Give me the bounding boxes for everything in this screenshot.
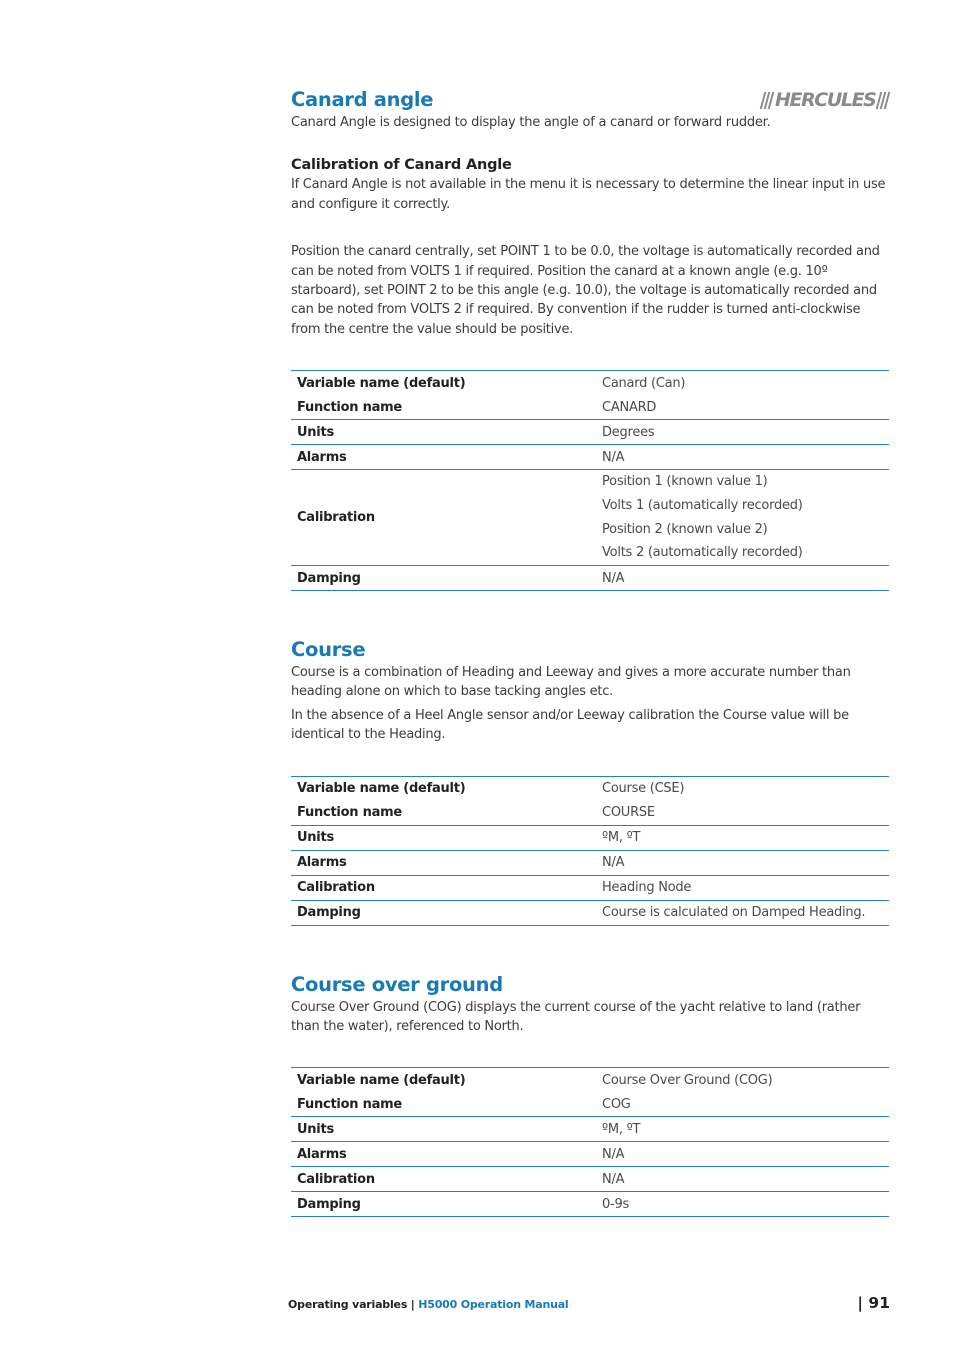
table-row bbox=[291, 776, 889, 801]
table-row bbox=[291, 420, 889, 445]
calibration-value: Heading Node bbox=[596, 875, 889, 900]
table-row bbox=[291, 1068, 889, 1093]
footer-breadcrumb bbox=[288, 1298, 569, 1311]
units-value: ºM, ºT bbox=[596, 825, 889, 850]
function-name-value: CANARD bbox=[602, 399, 657, 415]
table-row bbox=[291, 1092, 889, 1117]
course-para2: In the absence of a Heel Angle sensor and/or Leeway calibration the Course value will be identical to the Heading. bbox=[291, 707, 849, 743]
calibration-label: Calibration bbox=[291, 470, 596, 566]
variable-name-label: Variable name (default) bbox=[291, 1068, 596, 1093]
canard-calibration-para2: Position the canard centrally, set POINT 1 to be 0.0, the voltage is automatically recorded and can be noted from VOLTS 1 if required. Position the canard at a known angle (e.g. 10º starboard), set POINT 2 to be this angle (e.g. 10.0), the voltage is automatically recorded and can be noted from VOLTS 2 if required. By convention if the rudder is turned anti-clockwise from the centre the value should be positive. bbox=[291, 244, 880, 337]
variable-name-value: Canard (Can) bbox=[596, 371, 889, 396]
canard-calibration-heading: Calibration of Canard Angle bbox=[291, 157, 512, 174]
function-name-label: Function name bbox=[297, 1096, 402, 1112]
table-row bbox=[291, 801, 889, 826]
units-label: Units bbox=[291, 1117, 596, 1142]
logo-wordmark: HERCULES bbox=[775, 89, 876, 111]
table-row bbox=[291, 875, 889, 900]
canard-spec-table bbox=[291, 370, 889, 591]
damping-label: Damping bbox=[291, 900, 596, 925]
page-footer bbox=[288, 1296, 890, 1316]
table-row bbox=[291, 395, 889, 420]
footer-section-name: Operating variables bbox=[288, 1298, 408, 1311]
alarms-label: Alarms bbox=[291, 850, 596, 875]
damping-value: 0-9s bbox=[596, 1192, 889, 1217]
footer-separator: | bbox=[407, 1298, 419, 1311]
canard-angle-section bbox=[291, 86, 889, 591]
alarms-label: Alarms bbox=[291, 1142, 596, 1167]
units-value: Degrees bbox=[596, 420, 889, 445]
table-row bbox=[291, 445, 889, 470]
canard-angle-heading: Canard angle bbox=[291, 88, 434, 111]
page-content bbox=[291, 86, 889, 1217]
calibration-value-3: Position 2 (known value 2) bbox=[602, 521, 768, 537]
cog-para1: Course Over Ground (COG) displays the current course of the yacht relative to land (rather than the water), referenced to North. bbox=[291, 999, 861, 1035]
table-row bbox=[291, 825, 889, 850]
calibration-values bbox=[596, 470, 889, 566]
alarms-value: N/A bbox=[596, 445, 889, 470]
damping-value: N/A bbox=[596, 566, 889, 591]
table-row bbox=[291, 1117, 889, 1142]
alarms-value: N/A bbox=[596, 1142, 889, 1167]
variable-name-value: Course (CSE) bbox=[596, 776, 889, 801]
variable-name-label: Variable name (default) bbox=[291, 776, 596, 801]
canard-intro: Canard Angle is designed to display the angle of a canard or forward rudder. bbox=[291, 115, 771, 130]
course-spec-table bbox=[291, 776, 889, 926]
course-heading: Course bbox=[291, 638, 366, 661]
calibration-value-1: Position 1 (known value 1) bbox=[602, 474, 768, 490]
damping-label: Damping bbox=[291, 1192, 596, 1217]
table-row bbox=[291, 566, 889, 591]
calibration-value: N/A bbox=[596, 1167, 889, 1192]
table-row bbox=[291, 1167, 889, 1192]
canard-calibration-para1: If Canard Angle is not available in the menu it is necessary to determine the linear input in use and configure it correctly. bbox=[291, 177, 886, 212]
damping-value: Course is calculated on Damped Heading. bbox=[596, 900, 889, 925]
units-value: ºM, ºT bbox=[596, 1117, 889, 1142]
course-para1: Course is a combination of Heading and Leeway and gives a more accurate number than heading alone on which to base tacking angles etc. bbox=[291, 665, 851, 700]
table-row bbox=[291, 1192, 889, 1217]
damping-label: Damping bbox=[291, 566, 596, 591]
calibration-value-4: Volts 2 (automatically recorded) bbox=[602, 545, 803, 561]
units-label: Units bbox=[291, 825, 596, 850]
function-name-label: Function name bbox=[297, 399, 402, 415]
footer-manual-name: H5000 Operation Manual bbox=[418, 1298, 569, 1311]
page-number: | 91 bbox=[857, 1294, 890, 1312]
calibration-label: Calibration bbox=[291, 875, 596, 900]
function-name-label: Function name bbox=[297, 805, 402, 821]
table-row bbox=[291, 850, 889, 875]
table-row bbox=[291, 371, 889, 396]
calibration-value-2: Volts 1 (automatically recorded) bbox=[602, 497, 803, 513]
table-row bbox=[291, 470, 889, 566]
cog-spec-table bbox=[291, 1067, 889, 1217]
function-name-value: COG bbox=[602, 1096, 631, 1112]
table-row bbox=[291, 900, 889, 925]
function-name-value: COURSE bbox=[602, 805, 655, 821]
variable-name-value: Course Over Ground (COG) bbox=[596, 1068, 889, 1093]
alarms-label: Alarms bbox=[291, 445, 596, 470]
course-section bbox=[291, 636, 889, 926]
cog-heading: Course over ground bbox=[291, 972, 503, 996]
cog-section bbox=[291, 971, 889, 1218]
units-label: Units bbox=[291, 420, 596, 445]
calibration-label: Calibration bbox=[291, 1167, 596, 1192]
variable-name-label: Variable name (default) bbox=[291, 371, 596, 396]
alarms-value: N/A bbox=[596, 850, 889, 875]
table-row bbox=[291, 1142, 889, 1167]
